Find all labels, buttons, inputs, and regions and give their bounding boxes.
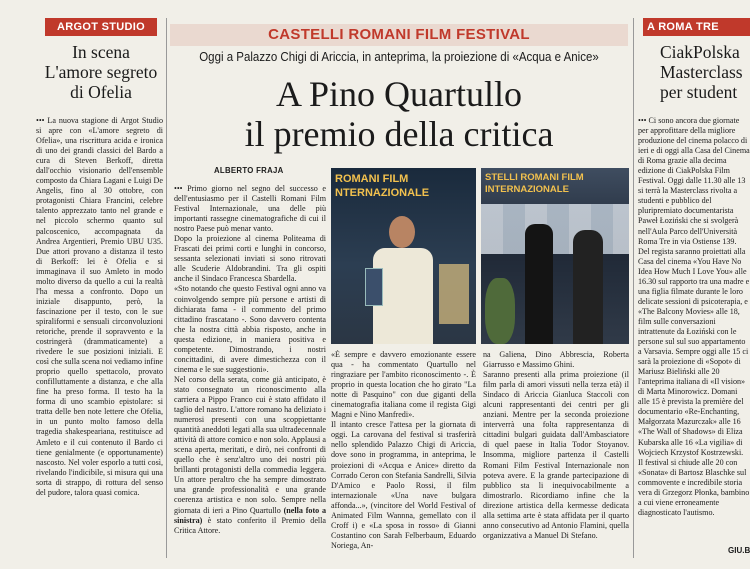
main-column-1-end: è stato conferito il Premio della Critica Attore. (174, 515, 326, 535)
left-headline: In scena L'amore segreto di Ofelia (44, 42, 158, 102)
left-article-body: ••• La nuova stagione di Argot Studio si apre con «L'amore segreto di Ofelia», una riscrittura acida e ironica di uno dei grandi classici del Bardo a cura di Steven Berkoff, diretta dall'occhio visionario dell'ensemble composto da Chiara Lagani e Luigi De Angelis, fino al 30 ottobre, con protagonisti Chiara Francini, celebre talento apprezzato tanto nel grande e nel piccolo schermo quanto sul palcoscenico, accompagnata da Andrea Argentieri, Premio UBU U35. Due attori provano a distanza il testo di Berkoff: lei è Ofelia e si immaginava il suo Amleto in modo molto diverso da quello a cui la realtà l'ha messa a confronto. Dopo un iniziale disappunto, però, la fascinazione per il testo, con le sue spiraliformi e sensuali circonvoluzioni retoriche, prende il sopravvento e la costringerà (drammaticamente) a rivedere le sue posizioni iniziali. E così che sulla scena noi vediamo infine proprio quello spettacolo, provato confilluttamente a distanza, e che alla fine ha preso forma. Il testo ha la forma di uno scambio epistolare: si tratta delle ben note lettere che Ofelia, in un punto molto famoso della tragedia shakespeariana, restituisce ad Amleto e il cui contenuto il Bardo ci tiene genialmente (e opportunamente) nascosto. Nel voler esporlo a tutti così, rivelando l'indicibile, si misura qui una sorta di strappo, di rottura del senso del pudore, talora quasi comica. (36, 116, 163, 497)
photo2-backdrop (481, 204, 629, 254)
photo2-person-right (573, 230, 603, 344)
right-section-label: A ROMA TRE (643, 18, 750, 36)
right-headline: CiakPolska Masterclass per student (660, 42, 743, 102)
column-divider-left (166, 18, 167, 558)
column-divider-right (633, 18, 634, 558)
main-subheadline: Oggi a Palazzo Chigi di Ariccia, in anteprima, la proiezione di «Acqua e Anice» (199, 50, 599, 64)
main-column-1 (174, 184, 326, 556)
photo-award-ceremony (481, 168, 629, 344)
byline: ALBERTO FRAJA (214, 166, 284, 175)
photo1-banner-text: ROMANI FILM NTERNAZIONALE (335, 173, 430, 199)
photo2-plant (485, 278, 515, 344)
photo-pino-quartullo (331, 168, 476, 344)
right-article-body: ••• Ci sono ancora due giornate per approfittare della migliore produzione del cinema polacco di ieri e di oggi alla Casa del Cinema di Roma grazie alla decima edizione di CiakPolska Film Festival. Oggi dalle 11.30 alle 13 si terrà la Masterclass rivolta a studenti e pubblico del pluripremiato documentarista Paweł Łoziński che si svolgerà nell'Aula Parco dell'Università Roma Tre in via Ostiense 139. Del regista saranno proiettati alla Casa del cinema «You Have No Idea How Much I Love You» alle 16.30 sul rapporto tra una madre e una figlia filmate durante le loro delicate sessioni di psicoterapia, e «The Balcony Movies» alle 18, film sulle conversazioni intrattenute da Łoziński con le persone sul sul suo appartamento a Varsavia. Sempre oggi alle 15 ci sarà la proiezione di «Sopot» di Mariusz Bieliński alle 20 l'anteprima italiana di «Il vision» di Marta Minorowicz. Domani alle 15 è prevista la première del documentario «Re-Enchanting, Małgorzata Mazurczak» alle 16 «The Wall of Shadows» di Eliza Kubarska alle 16 «La vigilia» di Wojciech Krzystof Kostrzewski. Il festival si chiude alle 20 con «Sonata» di Bartosz Blaschke sul commovente e incredibile storia vera di Grzegorz Płonka, bambino a cui viene erroneamente diagnosticato l'autismo. (638, 116, 750, 517)
main-headline-line2: il premio della critica (244, 114, 554, 154)
photo1-side-decor (439, 264, 469, 324)
photo1-award-plaque (365, 268, 383, 306)
main-column-1-text: ••• Primo giorno nel segno del successo e dell'entusiasmo per il Castelli Romani Film Festival Internazionale, una delle più importanti rassegne cinematografiche di cui il nostro Paese può menar vanto. Dopo la proiezione al cinema Politeama di Frascati dei primi corti e lunghi in concorso, sessanta selezionati inviati si sono ritrovati alle Scuderie Aldobrandini. Tra gli ospiti anche il Sindaco Francesca Sbardella. «Sto notando che questo Festival ogni anno va coinvolgendo sempre più persone e artisti di dichiarata fama - il commento del primo cittadino frascatano -. Sono davvero contenta che la nostra città abbia risposto, anche in questa edizione, in maniera positiva e competente. Dimostrando, i nostri concittadini, di avere dimestichezza con il cinema e le sue suggestioni». Nel corso della serata, come già anticipato, è stato consegnato un riconoscimento alla carriera a Pippo Franco cui è stato affidato il taglio del nastro. L'attore romano ha deliziato i numerosi presenti con una scoppiettante quantità aneddoti legati alla sua ultradecennale attività di attore comico e non solo. Applausi a scena aperta, meritati, e dirò, nei confronti di quello che è senz'altro uno dei nostri più brillanti protagonisti della commedia leggera. Un attore peraltro che ha sempre dimostrato una grande professionalità e una grande coerenza artistica e non solo. Sempre nella giornata di ieri a Pino Quartullo (174, 184, 326, 515)
photo1-person-head (389, 216, 415, 248)
main-column-3: na Galiena, Dino Abbrescia, Roberta Giarrusso e Massimo Ghini. Saranno presenti alla prima proiezione (il film parla di amori vissuti nella terza età) il Sindaco di Ariccia Gianluca Staccoli con alcuni rappresentanti dei centri per gli anziani. Mentre per la seconda proiezione interverrà una folta rappresentanza di cittadini bulgari guidata dall'Ambasciatore di quel paese in Italia Todor Stoyanov. Insomma, migliore partenza il Castelli Romani Film Festival Internazionale non poteva avere. E la grande partecipazione di pubblico sta li inequivocabilmente a dimostrarlo. Ricordiamo infine che la direzione artistica della kermesse dedicata alla settima arte è stata affidata per il quarto anno consecutivo ad Antonio Flamini, quella organizzativa a Manuel Di Stefano. (483, 350, 629, 540)
photo2-person-left (525, 224, 553, 344)
main-column-2: «È sempre e davvero emozionante essere qua - ha commentato Quartullo nel ringraziare per l'ambito riconoscimento -. È proprio in questa location che ho girato "La notte di Pasquino" con due giganti della cinematografia italiana come il regista Gigi Magni e Nino Manfredi». Il intanto cresce l'attesa per la giornata di oggi. La carovana del festival si trasferirà nello splendido Palazzo Chigi di Ariccia, dove sono in programma, in anteprima, le proiezioni di «Acqua e Anice» diretto da Corrado Ceron con Stefania Sandrelli, Silvia D'Amico e Paolo Rossi, il film internazionale «Una nave bulgara affonda...», (vincitore del World Festival of Animated Film Wannna, gemellato con il Croff i) e «La sposa in rosso» di Gianni Costantino con Sarah Felberbaum, Eduardo Noriega, An- (331, 350, 476, 550)
right-footer-tag: GIU.B (728, 546, 750, 555)
left-section-label: ARGOT STUDIO (45, 18, 157, 36)
main-headline-line1: A Pino Quartullo (275, 74, 522, 114)
main-kicker: CASTELLI ROMANI FILM FESTIVAL (268, 26, 530, 43)
photo2-banner-text: STELLI ROMANI FILM INTERNAZIONALE (485, 172, 584, 195)
photo-caption-ref: (nella foto a sinistra) (174, 505, 326, 525)
